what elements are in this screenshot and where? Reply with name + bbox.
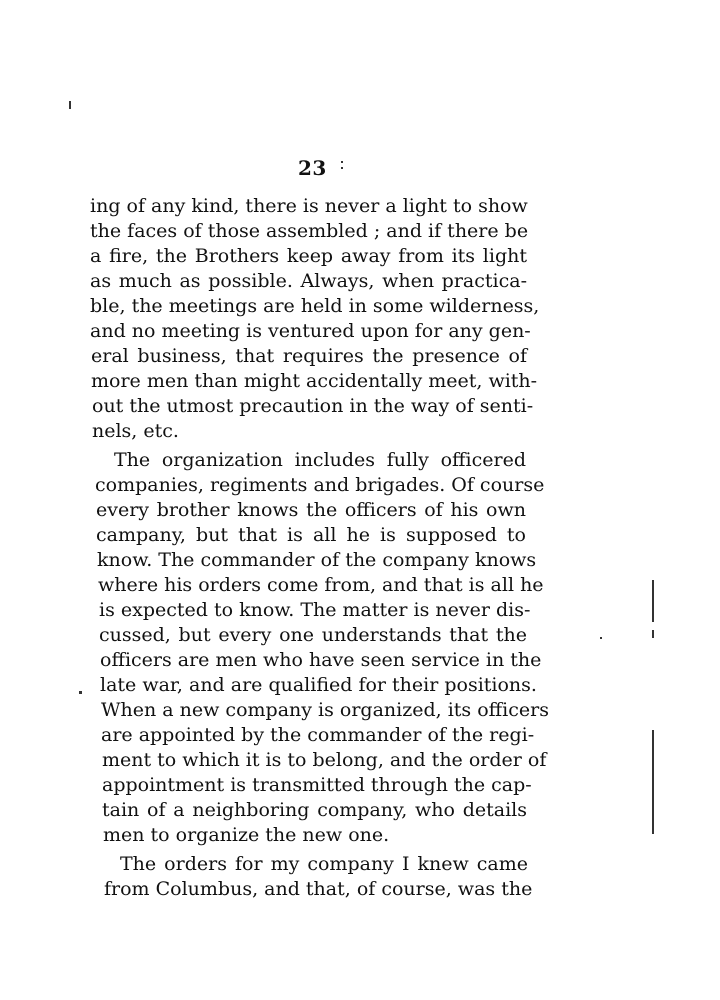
text-line: campany, but that is all he is supposed to <box>96 524 526 546</box>
scan-speck <box>341 161 343 163</box>
text-line: cussed, but every one understands that the <box>99 624 527 646</box>
text-line: men to organize the new one. <box>103 824 390 846</box>
text-line: the faces of those assembled ; and if there be <box>90 220 529 242</box>
text-line: ing of any kind, there is never a light to show <box>90 195 528 217</box>
text-line: every brother knows the officers of his own <box>96 499 526 521</box>
text-line: tain of a neighboring company, who details <box>102 799 527 821</box>
text-line: out the utmost precaution in the way of senti- <box>92 395 534 417</box>
text-line: know. The commander of the company knows <box>97 549 537 571</box>
scan-speck <box>600 637 602 639</box>
text-line: and no meeting is ventured upon for any gen- <box>90 320 531 342</box>
scan-edge-mark <box>652 730 654 834</box>
text-line: more men than might accidentally meet, with- <box>91 370 538 392</box>
text-line: late war, and are qualified for their positions. <box>100 674 537 696</box>
text-line: a fire, the Brothers keep away from its light <box>90 245 527 267</box>
page-number: 23 <box>298 156 327 180</box>
scan-speck <box>69 101 71 109</box>
text-line: are appointed by the commander of the regi- <box>101 724 535 746</box>
text-line: When a new company is organized, its officers <box>101 699 549 721</box>
text-line: The orders for my company I knew came <box>120 853 528 875</box>
text-line: as much as possible. Always, when practica- <box>90 270 527 292</box>
text-line: officers are men who have seen service in the <box>100 649 542 671</box>
text-line: where his orders come from, and that is all he <box>98 574 544 596</box>
text-line: from Columbus, and that, of course, was the <box>104 878 533 900</box>
text-line: is expected to know. The matter is never dis- <box>99 599 531 621</box>
text-line: nels, etc. <box>92 420 179 442</box>
text-line: appointment is transmitted through the cap- <box>102 774 532 796</box>
scan-speck <box>341 167 343 169</box>
scan-edge-mark <box>652 580 654 622</box>
scan-edge-mark <box>652 630 654 638</box>
text-line: eral business, that requires the presence of <box>91 345 527 367</box>
text-line: The organization includes fully officered <box>114 449 526 471</box>
text-line: ble, the meetings are held in some wilderness, <box>90 295 540 317</box>
text-line: companies, regiments and brigades. Of course <box>95 474 545 496</box>
scan-speck <box>79 691 82 694</box>
text-line: ment to which it is to belong, and the order of <box>102 749 547 771</box>
